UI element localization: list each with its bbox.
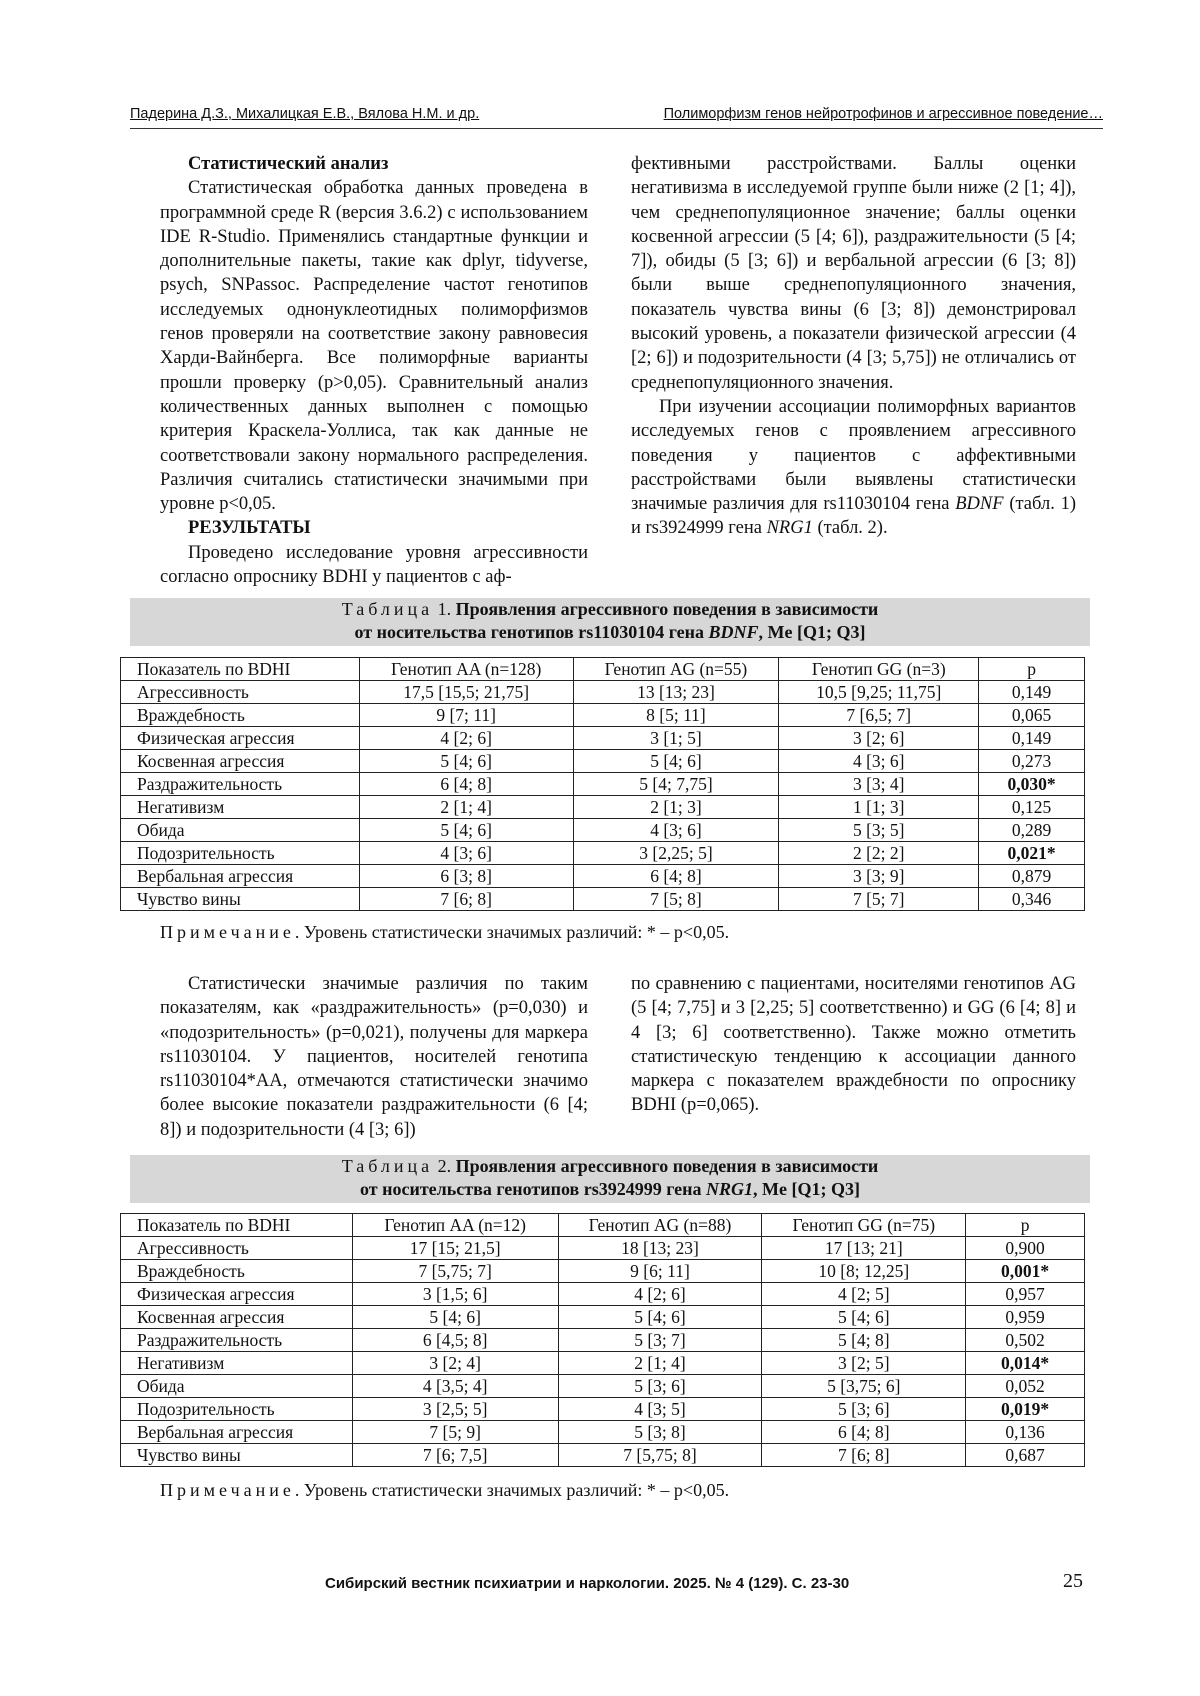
table-cell: 5 [4; 6] [359,819,573,842]
table2-caption: Таблица 2. Проявления агрессивного поведения в зависимости от носительства генотипов rs3924999 гена NRG1, Me [Q1; Q3] [130,1155,1090,1203]
table-cell: 3 [2; 6] [779,727,979,750]
table-row [121,727,1085,750]
p-value-cell: 0,019* [966,1398,1085,1421]
table2-header-row [121,1214,1085,1237]
table-row [121,842,1085,865]
p-value-cell: 0,030* [979,773,1085,796]
table-cell: 7 [5; 8] [573,888,779,911]
table2-note: Примечание. Уровень статистически значимых различий: * – p<0,05. [160,1480,730,1500]
table-cell: 6 [4,5; 8] [352,1329,558,1352]
table1-column-header: Генотип GG (n=3) [779,658,979,681]
table-row [121,681,1085,704]
table-cell: 3 [1; 5] [573,727,779,750]
table-cell: 4 [2; 6] [359,727,573,750]
table-cell: 6 [4; 8] [573,865,779,888]
table-cell: 2 [1; 4] [359,796,573,819]
table1-title: Проявления агрессивного поведения в зависимости [455,599,879,619]
table-cell: 2 [2; 2] [779,842,979,865]
table-row [121,1260,1085,1283]
p-value-cell: 0,273 [979,750,1085,773]
table-row [121,704,1085,727]
row-label: Агрессивность [121,681,360,704]
table-cell: 3 [3; 9] [779,865,979,888]
table-cell: 17 [15; 21,5] [352,1237,558,1260]
table-row [121,1444,1085,1467]
p-value-cell: 0,001* [966,1260,1085,1283]
p-value-cell: 0,900 [966,1237,1085,1260]
right-column-top [631,152,1076,541]
table1-column-header: Генотип AG (n=55) [573,658,779,681]
row-label: Обида [121,1375,353,1398]
table2-title: Проявления агрессивного поведения в зависимости [455,1156,879,1176]
p-value-cell: 0,502 [966,1329,1085,1352]
table-cell: 3 [2,5; 5] [352,1398,558,1421]
table-cell: 3 [2,25; 5] [573,842,779,865]
p-value-cell: 0,125 [979,796,1085,819]
table2-column-header: Генотип AG (n=88) [558,1214,762,1237]
p-value-cell: 0,346 [979,888,1085,911]
p-value-cell: 0,014* [966,1352,1085,1375]
table-cell: 5 [3; 5] [779,819,979,842]
table-cell: 6 [3; 8] [359,865,573,888]
running-head [130,106,1103,129]
p-value-cell: 0,065 [979,704,1085,727]
row-label: Раздражительность [121,773,360,796]
table1-caption: Таблица 1. Проявления агрессивного поведения в зависимости от носительства генотипов rs11030104 гена BDNF, Me [Q1; Q3] [130,598,1090,646]
table-cell: 7 [5,75; 7] [352,1260,558,1283]
table-cell: 4 [2; 6] [558,1283,762,1306]
table-cell: 5 [3; 6] [762,1398,966,1421]
table-cell: 1 [1; 3] [779,796,979,819]
gene-nrg1: NRG1 [766,518,813,539]
table-cell: 5 [4; 6] [573,750,779,773]
table-cell: 5 [4; 6] [352,1306,558,1329]
results-paragraph-continued: фективными расстройствами. Баллы оценки негативизма в исследуемой группе были ниже (2 [1; 4]), чем среднепопуляционное значение; баллы оценки косвенной агрессии (5 [4; 6]), раздражительности (5 [4; 7]), обиды (5 [3; 6]) и вербальной агрессии (6 [3; 8]) были выше среднепопуляционного значения, показатель чувства вины (6 [3; 8]) демонстрировал высокий уровень, а показатели физической агрессии (4 [2; 6]) и подозрительности (4 [3; 5,75]) не отличались от среднепопуляционного значения. [631,154,1076,393]
table-row [121,819,1085,842]
table-cell: 3 [3; 4] [779,773,979,796]
table-cell: 4 [2; 5] [762,1283,966,1306]
results-paragraph-start: Проведено исследование уровня агрессивности согласно опроснику BDHI у пациентов с аф- [160,542,588,588]
table-cell: 5 [3; 6] [558,1375,762,1398]
table2-column-header: p [966,1214,1085,1237]
table-row [121,1306,1085,1329]
table-row [121,1352,1085,1375]
table-row [121,865,1085,888]
row-label: Агрессивность [121,1237,353,1260]
table-row [121,796,1085,819]
table-cell: 9 [7; 11] [359,704,573,727]
table-row [121,1398,1085,1421]
table-cell: 2 [1; 4] [558,1352,762,1375]
table-cell: 7 [5,75; 8] [558,1444,762,1467]
table-row [121,888,1085,911]
p-value-cell: 0,687 [966,1444,1085,1467]
table1-label: Таблица [341,599,434,619]
table2-label: Таблица [341,1156,434,1176]
p-value-cell: 0,052 [966,1375,1085,1398]
table1-column-header: Показатель по BDHI [121,658,360,681]
table-cell: 4 [3; 6] [359,842,573,865]
p-value-cell: 0,879 [979,865,1085,888]
table-cell: 7 [6; 8] [762,1444,966,1467]
row-label: Враждебность [121,704,360,727]
table1 [120,657,1085,911]
table-cell: 5 [3; 8] [558,1421,762,1444]
row-label: Косвенная агрессия [121,750,360,773]
left-column-middle [160,972,588,1142]
table-cell: 2 [1; 3] [573,796,779,819]
row-label: Физическая агрессия [121,727,360,750]
table-cell: 5 [4; 7,75] [573,773,779,796]
row-label: Обида [121,819,360,842]
table-cell: 5 [4; 6] [558,1306,762,1329]
table-cell: 3 [2; 4] [352,1352,558,1375]
table-row [121,1237,1085,1260]
table-cell: 6 [4; 8] [762,1421,966,1444]
p-value-cell: 0,136 [966,1421,1085,1444]
table-cell: 5 [4; 6] [762,1306,966,1329]
table-cell: 18 [13; 23] [558,1237,762,1260]
table-cell: 17,5 [15,5; 21,75] [359,681,573,704]
gene-bdnf: BDNF [955,494,1004,515]
table-cell: 4 [3; 6] [573,819,779,842]
row-label: Чувство вины [121,888,360,911]
table-cell: 7 [6,5; 7] [779,704,979,727]
table-cell: 8 [5; 11] [573,704,779,727]
table-cell: 3 [2; 5] [762,1352,966,1375]
middle-paragraph-right: по сравнению с пациентами, носителями генотипов AG (5 [4; 7,75] и 3 [2,25; 5] соответственно) и GG (6 [4; 8] и 4 [3; 6] соответственно). Также можно отметить статистическую тенденцию к ассоциации данного маркера с показателем враждебности по опроснику BDHI (p=0,065). [631,974,1076,1116]
row-label: Вербальная агрессия [121,1421,353,1444]
table-cell: 5 [4; 8] [762,1329,966,1352]
section-heading-results: РЕЗУЛЬТАТЫ [188,518,311,539]
row-label: Негативизм [121,796,360,819]
table2-column-header: Генотип GG (n=75) [762,1214,966,1237]
table-cell: 17 [13; 21] [762,1237,966,1260]
table2-column-header: Генотип AA (n=12) [352,1214,558,1237]
p-value-cell: 0,149 [979,727,1085,750]
page-number: 25 [1063,1570,1083,1592]
table-cell: 4 [3; 6] [779,750,979,773]
table-cell: 7 [6; 8] [359,888,573,911]
p-value-cell: 0,289 [979,819,1085,842]
row-label: Негативизм [121,1352,353,1375]
row-label: Физическая агрессия [121,1283,353,1306]
right-column-middle [631,972,1076,1118]
table-cell: 9 [6; 11] [558,1260,762,1283]
statistics-paragraph: Статистическая обработка данных проведена в программной среде R (версия 3.6.2) с использованием IDE R-Studio. Применялись стандартные функции и дополнительные пакеты, такие как dplyr, tidyverse, psych, SNPassoc. Распределение частот генотипов исследуемых однонуклеотидных полиморфизмов генов проверяли на соответствие закону равновесия Харди-Вайнберга. Все полиморфные варианты прошли проверку (p>0,05). Сравнительный анализ количественных данных выполнен с помощью критерия Краскела-Уоллиса, так как данные не соответствовали закону нормального распределения. Различия считались статистически значимыми при уровне p<0,05. [160,178,588,515]
row-label: Подозрительность [121,1398,353,1421]
journal-footer: Сибирский вестник психиатрии и наркологии. 2025. № 4 (129). С. 23-30 [325,1575,850,1592]
row-label: Чувство вины [121,1444,353,1467]
row-label: Подозрительность [121,842,360,865]
table-cell: 4 [3,5; 4] [352,1375,558,1398]
table-cell: 7 [6; 7,5] [352,1444,558,1467]
running-head-authors: Падерина Д.З., Михалицкая Е.В., Вялова Н.М. и др. [130,106,480,122]
p-value-cell: 0,149 [979,681,1085,704]
table1-note: Примечание. Уровень статистически значимых различий: * – p<0,05. [160,922,730,942]
p-value-cell: 0,021* [979,842,1085,865]
table-cell: 5 [3; 7] [558,1329,762,1352]
table-cell: 3 [1,5; 6] [352,1283,558,1306]
p-value-cell: 0,957 [966,1283,1085,1306]
table-row [121,750,1085,773]
table-cell: 10 [8; 12,25] [762,1260,966,1283]
table1-column-header: Генотип AA (n=128) [359,658,573,681]
row-label: Косвенная агрессия [121,1306,353,1329]
table-cell: 7 [5; 7] [779,888,979,911]
table-cell: 5 [3,75; 6] [762,1375,966,1398]
table-row [121,1283,1085,1306]
p-value-cell: 0,959 [966,1306,1085,1329]
table1-column-header: p [979,658,1085,681]
section-heading-statistics: Статистический анализ [188,154,389,174]
table1-header-row [121,658,1085,681]
row-label: Вербальная агрессия [121,865,360,888]
table2-column-header: Показатель по BDHI [121,1214,353,1237]
table-cell: 4 [3; 5] [558,1398,762,1421]
left-column-top [160,152,588,589]
table-cell: 13 [13; 23] [573,681,779,704]
table-cell: 5 [4; 6] [359,750,573,773]
table-row [121,1375,1085,1398]
table-cell: 7 [5; 9] [352,1421,558,1444]
table2 [120,1213,1085,1467]
results-paragraph-2: При изучении ассоциации полиморфных вариантов исследуемых генов с проявлением агрессивного поведения у пациентов с аффективными расстройствами были выявлены статистически значимые различия для rs11030104 гена BDNF (табл. 1) и rs3924999 гена NRG1 (табл. 2). [631,396,1077,539]
middle-paragraph-left: Статистически значимые различия по таким показателям, как «раздражительность» (p=0,030) и «подозрительность» (p=0,021), получены для маркера rs11030104. У пациентов, носителей генотипа rs11030104*AA, отмечаются статистически значимо более высокие показатели раздражительности (6 [4; 8]) и подозрительности (4 [3; 6]) [160,974,588,1140]
row-label: Раздражительность [121,1329,353,1352]
running-head-title: Полиморфизм генов нейротрофинов и агрессивное поведение… [663,106,1103,122]
table-row [121,1421,1085,1444]
table-cell: 6 [4; 8] [359,773,573,796]
table-cell: 10,5 [9,25; 11,75] [779,681,979,704]
table-row [121,773,1085,796]
table-row [121,1329,1085,1352]
row-label: Враждебность [121,1260,353,1283]
